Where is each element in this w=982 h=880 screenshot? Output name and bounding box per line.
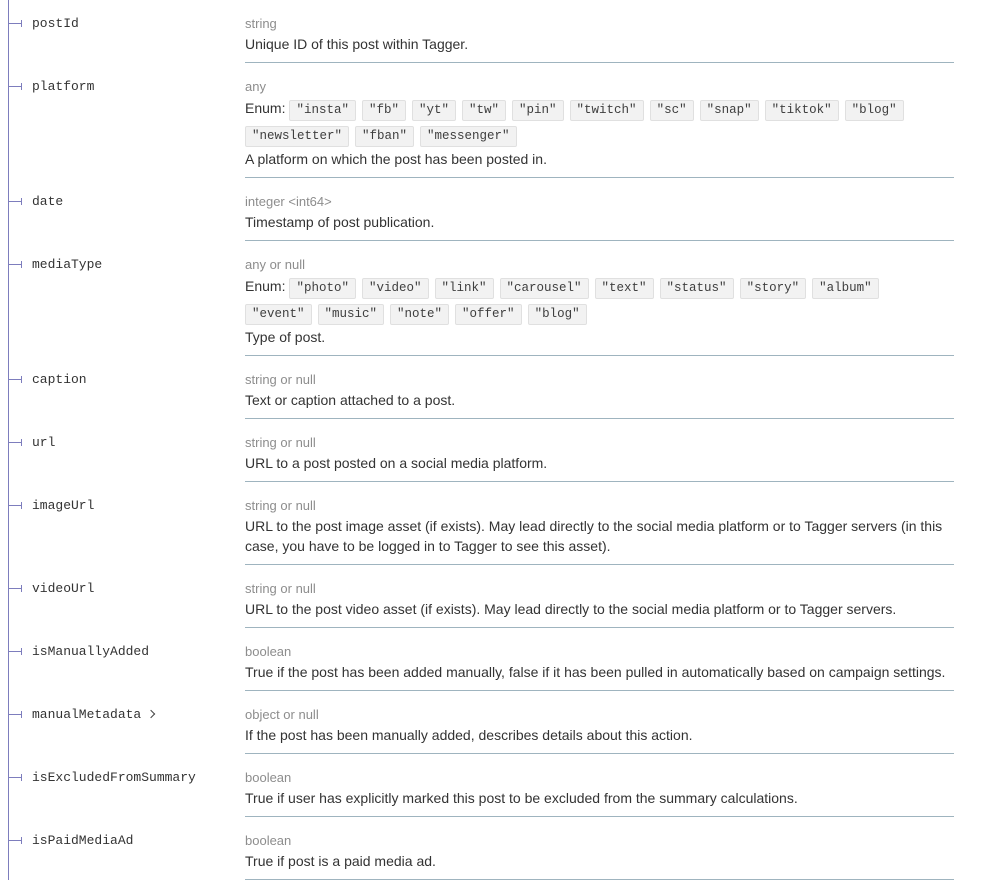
field-name (32, 770, 196, 785)
field-name-text: caption (32, 372, 87, 387)
enum-value-chip: "video" (362, 278, 429, 299)
enum-value-chip: "tw" (462, 100, 506, 121)
enum-value-chip: "text" (595, 278, 654, 299)
field-description: Timestamp of post publication. (245, 214, 435, 230)
field-name-cell (0, 482, 245, 565)
field-description: Type of post. (245, 329, 326, 345)
field-row (0, 0, 982, 63)
field-name-cell (0, 0, 245, 63)
field-name-cell (0, 241, 245, 356)
field-row (0, 178, 982, 241)
enum-value-chip: "tiktok" (765, 100, 839, 121)
enum-value-chip: "sc" (650, 100, 694, 121)
field-value-cell (245, 241, 954, 356)
field-type: any (245, 79, 266, 94)
enum-value-chip: "twitch" (570, 100, 644, 121)
field-value-cell (245, 356, 954, 419)
field-row (0, 754, 982, 817)
enum-value-chip: "fb" (362, 100, 406, 121)
enum-value-chip: "newsletter" (245, 126, 349, 147)
field-name-text: url (32, 435, 56, 450)
field-description: URL to the post image asset (if exists). May lead directly to the social media platform or to Tagger servers (in this case, you have to be logged in to Tagger to see this asset). (245, 518, 943, 554)
enum-value-chip: "album" (812, 278, 879, 299)
field-name-text: videoUrl (32, 581, 95, 596)
field-row (0, 628, 982, 691)
field-value-cell (245, 754, 954, 817)
field-description: If the post has been manually added, describes details about this action. (245, 727, 693, 743)
field-name (32, 79, 94, 94)
field-name-cell (0, 565, 245, 628)
field-name-text: mediaType (32, 257, 103, 272)
field-name (32, 498, 94, 513)
field-description: Text or caption attached to a post. (245, 392, 456, 408)
field-row (0, 241, 982, 356)
field-type: string or null (245, 372, 316, 387)
field-row (0, 356, 982, 419)
field-type: boolean (245, 833, 292, 848)
field-name-cell (0, 754, 245, 817)
field-name-text: platform (32, 79, 95, 94)
field-name (32, 833, 133, 848)
enum-value-chip: "pin" (512, 100, 564, 121)
enum-value-chip: "fban" (355, 126, 414, 147)
field-name-cell (0, 419, 245, 482)
field-name-text: manualMetadata (32, 707, 142, 722)
field-name-cell (0, 178, 245, 241)
field-row (0, 419, 982, 482)
field-name[interactable] (32, 707, 154, 722)
field-value-cell (245, 63, 954, 178)
enum-value-chip: "snap" (700, 100, 759, 121)
enum-value-chip: "offer" (455, 304, 522, 325)
enum-value-chip: "music" (318, 304, 385, 325)
enum-value-chip: "status" (660, 278, 734, 299)
field-name (32, 581, 94, 596)
field-row (0, 63, 982, 178)
enum-value-chip: "yt" (412, 100, 456, 121)
enum-value-chip: "link" (435, 278, 494, 299)
field-value-cell (245, 565, 954, 628)
field-description: URL to a post posted on a social media platform. (245, 455, 548, 471)
enum-value-chip: "event" (245, 304, 312, 325)
field-description: True if user has explicitly marked this post to be excluded from the summary calculations. (245, 790, 798, 806)
field-value-cell (245, 0, 954, 63)
field-description: True if the post has been added manually, false if it has been pulled in automatically based on campaign settings. (245, 664, 946, 680)
field-row (0, 691, 982, 754)
enum-value-chip: "messenger" (420, 126, 517, 147)
field-row (0, 482, 982, 565)
field-description: Unique ID of this post within Tagger. (245, 36, 469, 52)
field-name (32, 372, 87, 387)
field-name (32, 16, 79, 31)
field-name (32, 435, 55, 450)
field-name-cell (0, 691, 245, 754)
field-name-text: postId (32, 16, 79, 31)
field-name-cell (0, 63, 245, 178)
field-name (32, 644, 149, 659)
field-type: boolean (245, 770, 292, 785)
field-type: integer <int64> (245, 194, 332, 209)
enum-value-chip: "carousel" (500, 278, 589, 299)
field-name-text: date (32, 194, 64, 209)
field-value-cell (245, 419, 954, 482)
field-value-cell (245, 691, 954, 754)
enum-label: Enum: (245, 278, 286, 294)
field-description: URL to the post video asset (if exists). May lead directly to the social media platform or to Tagger servers. (245, 601, 897, 617)
field-type: string or null (245, 498, 316, 513)
field-type: string or null (245, 435, 316, 450)
field-name-cell (0, 628, 245, 691)
field-name (32, 257, 102, 272)
field-name-text: isExcludedFromSummary (32, 770, 196, 785)
field-type: boolean (245, 644, 292, 659)
field-type: object or null (245, 707, 319, 722)
field-value-cell (245, 482, 954, 565)
enum-value-chip: "story" (740, 278, 807, 299)
field-type: string or null (245, 581, 316, 596)
field-name-text: isManuallyAdded (32, 644, 150, 659)
field-name-cell (0, 356, 245, 419)
field-description: True if post is a paid media ad. (245, 853, 436, 869)
enum-value-chip: "blog" (528, 304, 587, 325)
field-name (32, 194, 63, 209)
enum-list (245, 97, 954, 149)
field-type: string (245, 16, 277, 31)
enum-value-chip: "insta" (289, 100, 356, 121)
field-name-text: isPaidMediaAd (32, 833, 134, 848)
enum-list (245, 275, 954, 327)
chevron-right-icon (147, 710, 155, 718)
enum-value-chip: "photo" (289, 278, 356, 299)
field-name-text: imageUrl (32, 498, 95, 513)
field-value-cell (245, 628, 954, 691)
enum-label: Enum: (245, 100, 286, 116)
field-value-cell (245, 178, 954, 241)
field-row (0, 565, 982, 628)
enum-value-chip: "blog" (845, 100, 904, 121)
field-type: any or null (245, 257, 305, 272)
enum-value-chip: "note" (390, 304, 449, 325)
field-description: A platform on which the post has been posted in. (245, 151, 547, 167)
